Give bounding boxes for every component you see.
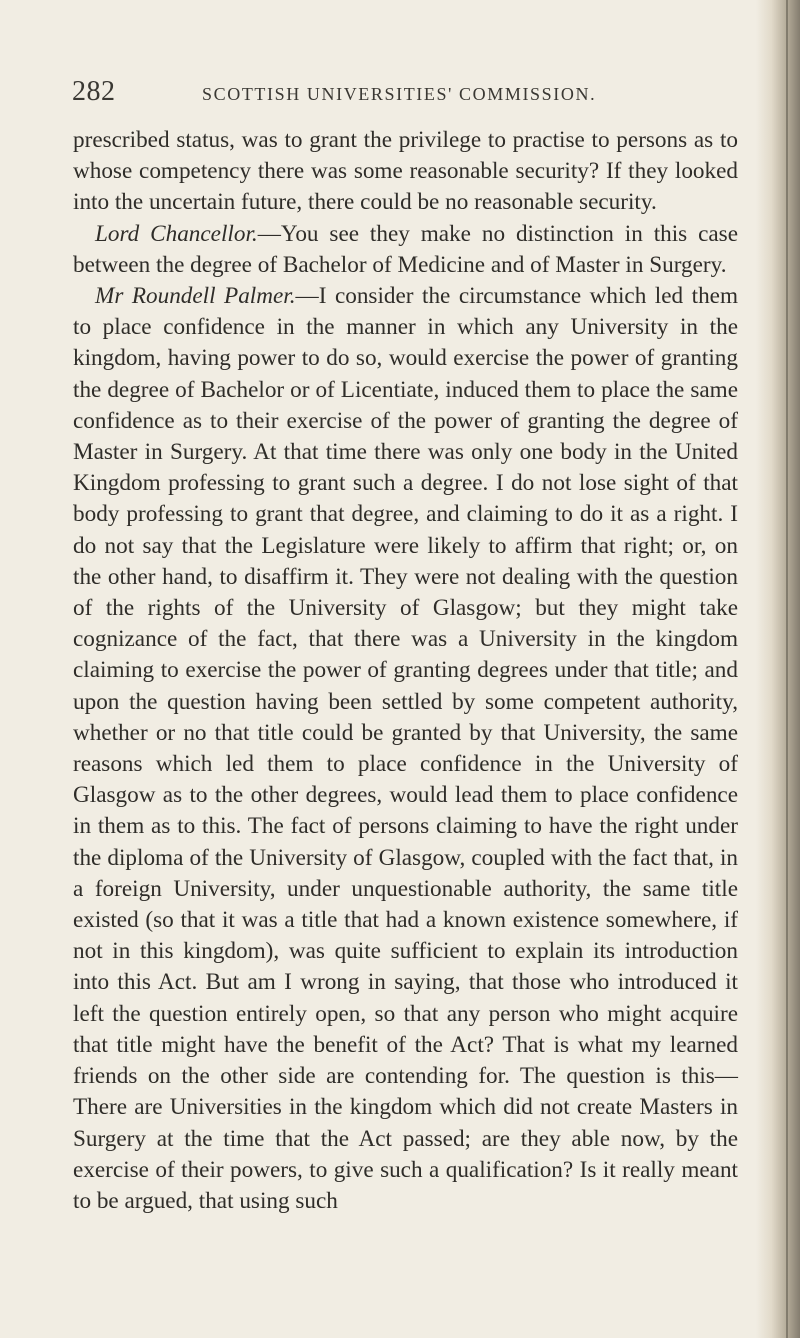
- paragraph: [73, 125, 738, 219]
- paragraph-text: —I consider the circumstance which led them to place confidence in the manner in which any University in the kingdom, having power to do so, would exercise the power of granting the degree of Bachelor or of Licentiate, induced them to place the same confidence as to their exercise of the power of granting the degree of Master in Surgery. At that time there was only one body in the United Kingdom professing to grant such a degree. I do not lose sight of that body professing to grant that degree, and claiming to do it as a right. I do not say that the Legislature were likely to affirm that right; or, on the other hand, to disaffirm it. They were not dealing with the question of the rights of the University of Glasgow; but they might take cognizance of the fact, that there was a University in the kingdom claiming to exercise the power of granting degrees under that title; and upon the question having been settled by some competent authority, whether or no that title could be granted by that University, the same reasons which led them to place confidence in the University of Glasgow as to the other degrees, would lead them to place confidence in them as to this. The fact of persons claiming to have the right under the diploma of the University of Glasgow, coupled with the fact that, in a foreign University, under unquestionable authority, the same title existed (so that it was a title that had a known existence somewhere, if not in this kingdom), was quite sufficient to explain its introduction into this Act. But am I wrong in saying, that those who introduced it left the question entirely open, so that any person who might acquire that title might have the benefit of the Act? That is what my learned friends on the other side are contending for. The question is this— There are Universities in the kingdom which did not create Masters in Surgery at the time that the Act passed; are they able now, by the exercise of their powers, to give such a qualification? Is it really meant to be argued, that using such: [73, 283, 738, 1214]
- page-edge-line: [786, 0, 788, 1338]
- paragraph: [73, 281, 738, 1217]
- body-text: [73, 125, 738, 1217]
- page-edge-shadow: [756, 0, 800, 1338]
- page-number: 282: [72, 76, 116, 107]
- paragraph-text: prescribed status, was to grant the privilege to practise to persons as to whose competency there was some reasonable security? If they looked into the uncertain future, there could be no reasonable security.: [73, 127, 738, 216]
- page-header: [72, 76, 752, 112]
- speaker-name: Mr Roundell Palmer.: [95, 283, 296, 310]
- running-title: SCOTTISH UNIVERSITIES' COMMISSION.: [202, 84, 597, 104]
- paragraph-text: —You see they make no distinction in this case between the degree of Bachelor of Medicine and of Master in Surgery.: [73, 220, 738, 278]
- paragraph: [73, 219, 738, 281]
- speaker-name: Lord Chancellor.: [95, 220, 258, 247]
